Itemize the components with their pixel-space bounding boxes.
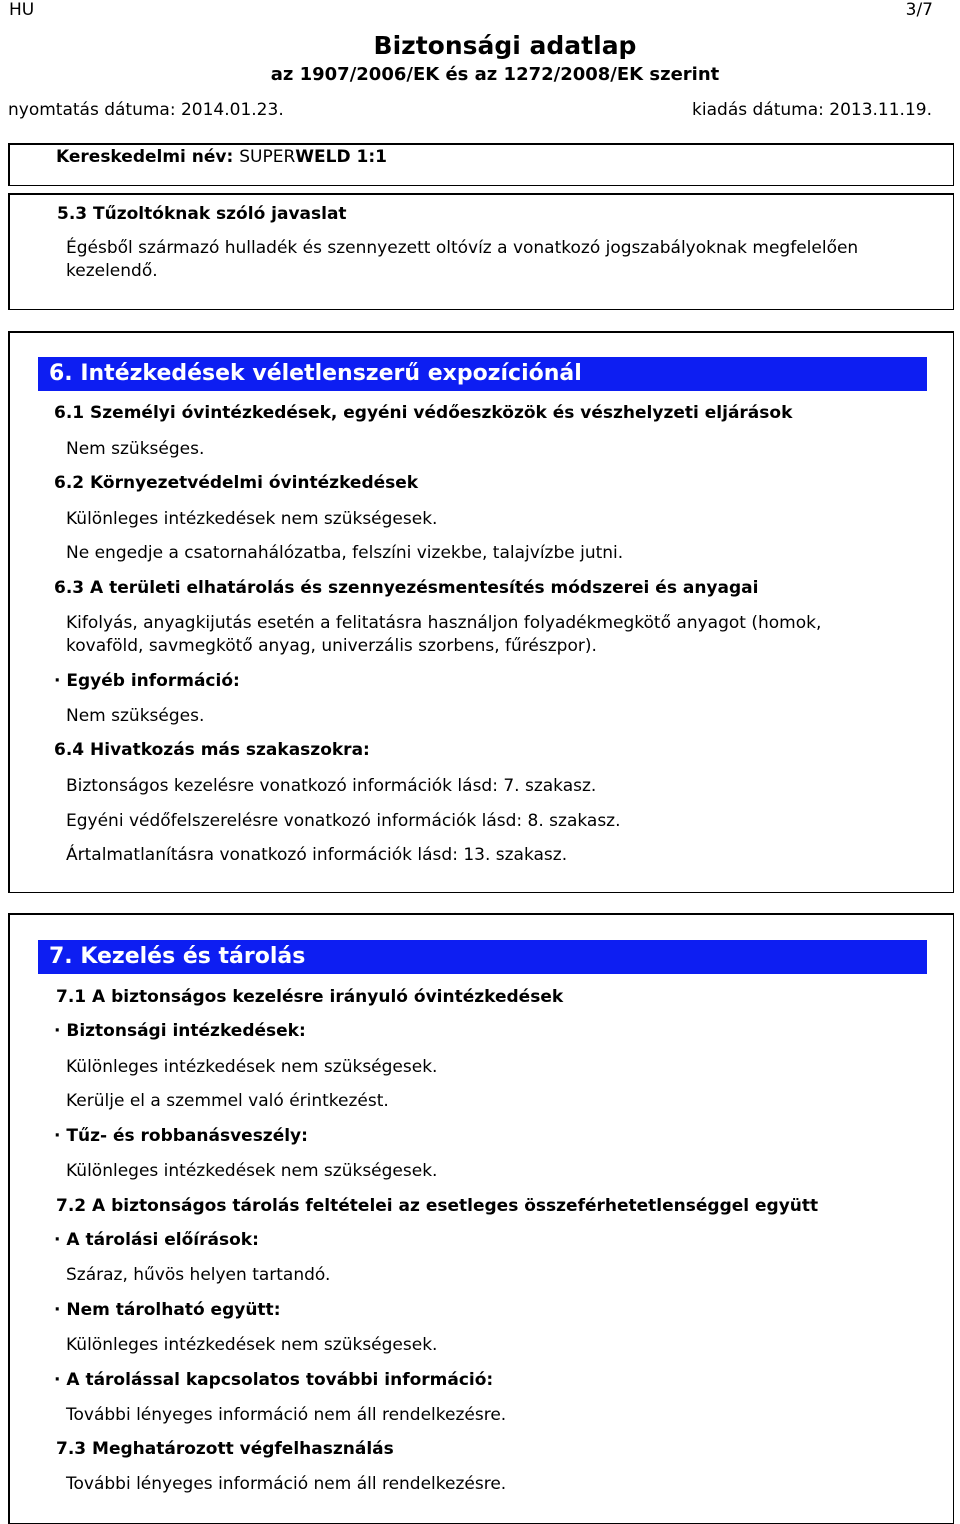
- section-6-4-heading: 6.4 Hivatkozás más szakaszokra:: [54, 740, 370, 760]
- trade-name-label: Kereskedelmi név:: [56, 147, 234, 167]
- safety-measures-text-2: Kerülje el a szemmel való érintkezést.: [66, 1091, 389, 1111]
- fire-explosion-text: Különleges intézkedések nem szükségesek.: [66, 1161, 438, 1181]
- section-6-1-text: Nem szükséges.: [66, 439, 205, 459]
- section-6-4-line-1: Biztonságos kezelésre vonatkozó információk lásd: 7. szakasz.: [66, 776, 597, 796]
- section-6-title: 6. Intézkedések véletlenszerű expozíciónál: [38, 357, 927, 391]
- section-7-3-text: További lényeges információ nem áll rendelkezésre.: [66, 1474, 507, 1494]
- section-6-2-text-1: Különleges intézkedések nem szükségesek.: [66, 509, 438, 529]
- section-7-2-heading: 7.2 A biztonságos tárolás feltételei az esetleges összeférhetetlenséggel együtt: [56, 1196, 819, 1216]
- trade-name-value-prefix: SUPER: [239, 147, 296, 167]
- further-storage-info-label: · A tárolással kapcsolatos további információ:: [54, 1370, 494, 1390]
- section-7-1-heading: 7.1 A biztonságos kezelésre irányuló óvintézkedések: [56, 987, 564, 1007]
- section-7-title: 7. Kezelés és tárolás: [38, 940, 927, 974]
- issue-date: kiadás dátuma: 2013.11.19.: [692, 100, 932, 120]
- storage-requirements-label: · A tárolási előírások:: [54, 1230, 259, 1250]
- fire-explosion-label: · Tűz- és robbanásveszély:: [54, 1126, 308, 1146]
- not-together-label: · Nem tárolható együtt:: [54, 1300, 281, 1320]
- not-together-text: Különleges intézkedések nem szükségesek.: [66, 1335, 438, 1355]
- storage-requirements-text: Száraz, hűvös helyen tartandó.: [66, 1265, 331, 1285]
- section-7-3-heading: 7.3 Meghatározott végfelhasználás: [56, 1439, 394, 1459]
- other-info-text: Nem szükséges.: [66, 706, 205, 726]
- trade-name-value-suffix: WELD 1:1: [295, 147, 387, 167]
- section-6-3-heading: 6.3 A területi elhatárolás és szennyezésmentesítés módszerei és anyagai: [54, 578, 759, 598]
- section-6-2-heading: 6.2 Környezetvédelmi óvintézkedések: [54, 473, 419, 493]
- page-number: 3/7: [905, 0, 933, 20]
- trade-name: [56, 147, 387, 167]
- safety-measures-label: · Biztonsági intézkedések:: [54, 1021, 306, 1041]
- safety-measures-text-1: Különleges intézkedések nem szükségesek.: [66, 1057, 438, 1077]
- section-6-2-text-2: Ne engedje a csatornahálózatba, felszíni vizekbe, talajvízbe jutni.: [66, 543, 624, 563]
- section-6-4-line-2: Egyéni védőfelszerelésre vonatkozó információk lásd: 8. szakasz.: [66, 811, 621, 831]
- print-date: nyomtatás dátuma: 2014.01.23.: [8, 100, 284, 120]
- section-5-3-text: Égésből származó hulladék és szennyezett oltóvíz a vonatkozó jogszabályoknak megfelelően kezelendő.: [66, 238, 859, 281]
- section-5-3-heading: 5.3 Tűzoltóknak szóló javaslat: [57, 204, 347, 224]
- other-info-label: · Egyéb információ:: [54, 671, 240, 691]
- further-storage-info-text: További lényeges információ nem áll rendelkezésre.: [66, 1405, 507, 1425]
- section-6-3-text: Kifolyás, anyagkijutás esetén a felitatásra használjon folyadékmegkötő anyagot (homok, kovaföld, savmegkötő anyag, univerzális szorbens, fűrészpor).: [66, 613, 822, 656]
- document-subtitle: az 1907/2006/EK és az 1272/2008/EK szerint: [270, 64, 720, 85]
- section-6-4-line-3: Ártalmatlanításra vonatkozó információk lásd: 13. szakasz.: [66, 845, 568, 865]
- language-code: HU: [9, 0, 35, 20]
- document-title: Biztonsági adatlap: [373, 31, 637, 60]
- section-6-1-heading: 6.1 Személyi óvintézkedések, egyéni védőeszközök és vészhelyzeti eljárások: [54, 403, 793, 423]
